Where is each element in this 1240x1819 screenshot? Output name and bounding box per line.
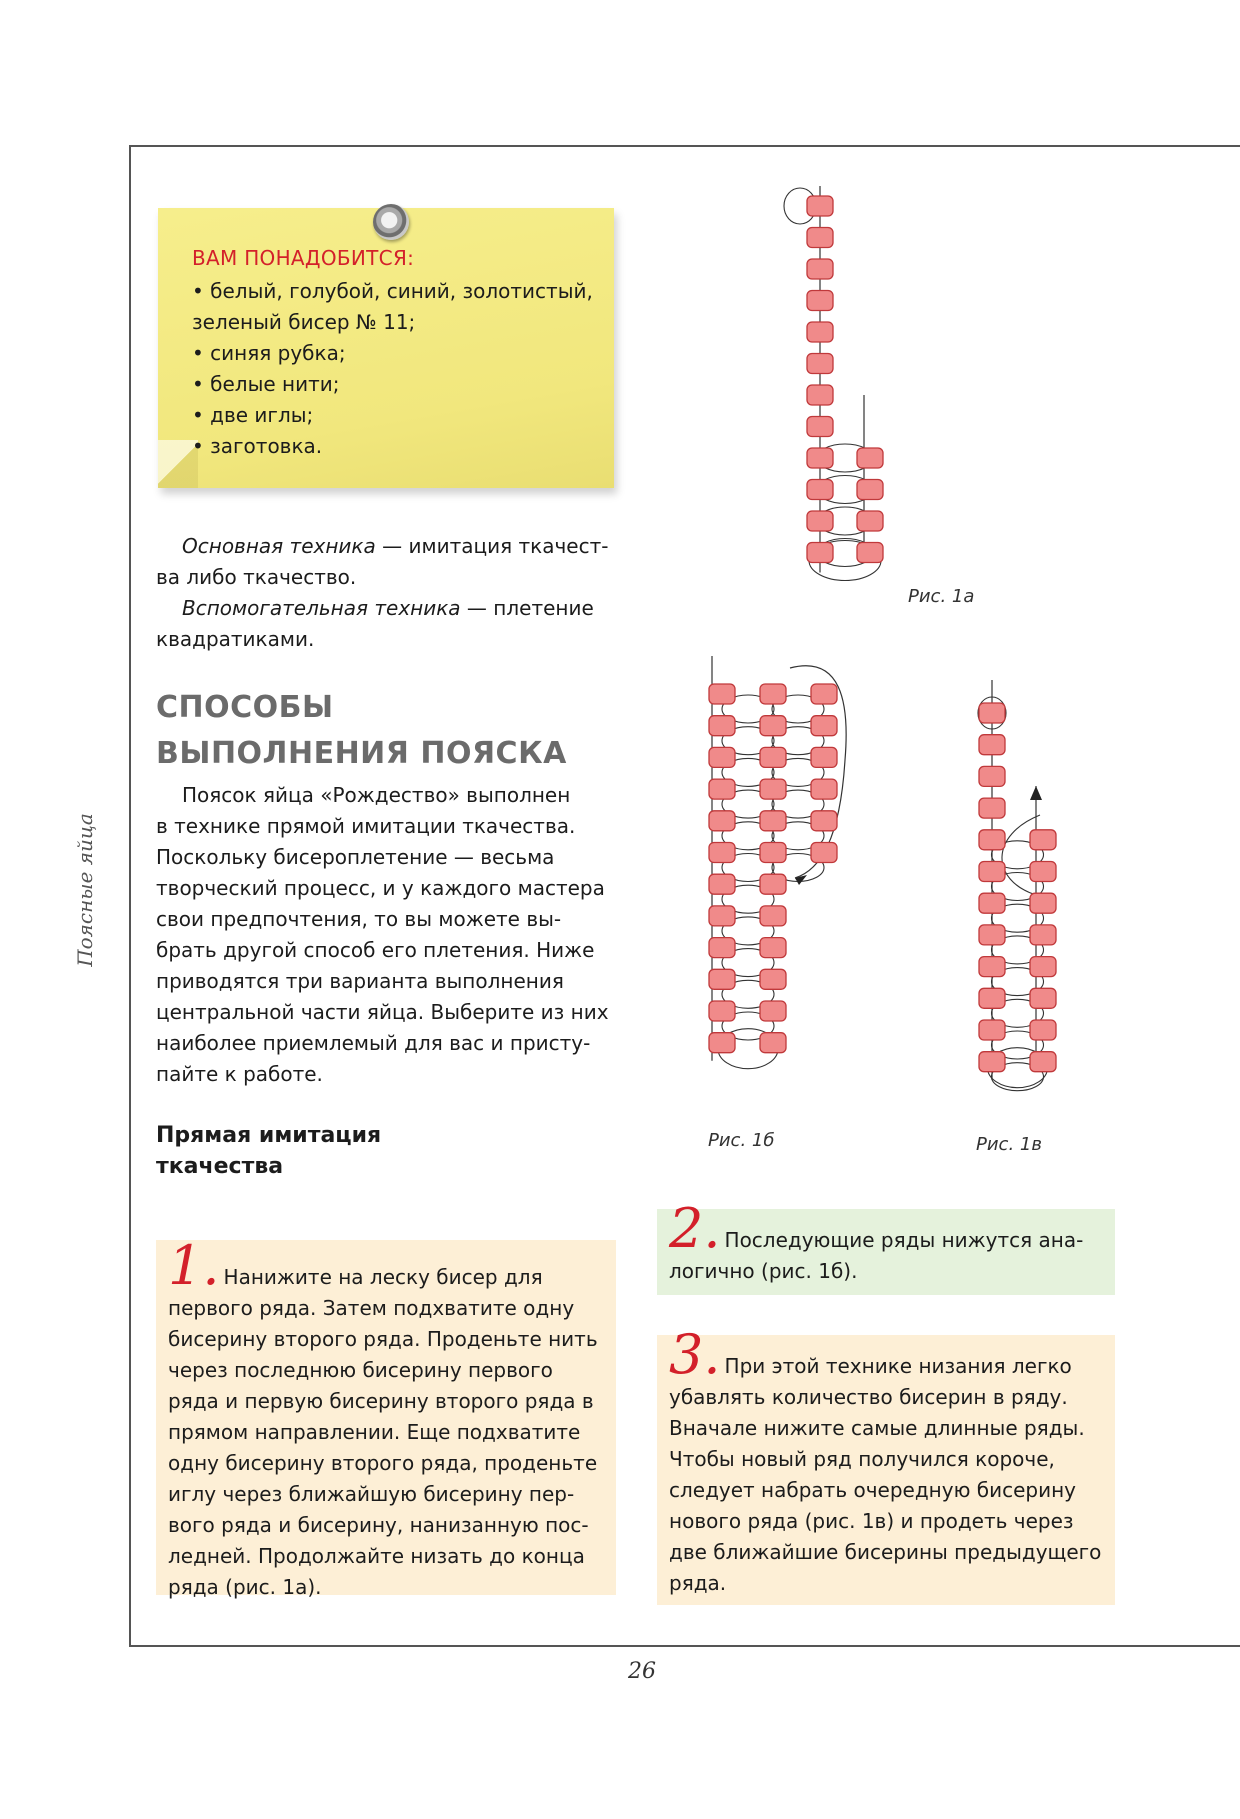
bead — [807, 511, 833, 531]
step-3-number: 3. — [669, 1323, 721, 1386]
bead — [709, 779, 735, 799]
bead — [760, 716, 786, 736]
step-1-number: 1. — [168, 1234, 220, 1297]
arrow-icon — [795, 875, 807, 885]
bead — [760, 843, 786, 863]
list-item: • заготовка. — [192, 434, 323, 458]
bead — [760, 684, 786, 704]
bead — [979, 988, 1005, 1008]
bead — [811, 779, 837, 799]
bead — [760, 747, 786, 767]
step-line: бисерину второго ряда. Проденьте нить — [168, 1327, 598, 1351]
bead — [709, 811, 735, 831]
bead — [807, 259, 833, 279]
bead — [979, 703, 1005, 723]
step-line: одну бисерину второго ряда, проденьте — [168, 1451, 598, 1475]
main-technique-text-2: ва либо ткачество. — [156, 565, 357, 589]
step-line: Нанижите на леску бисер для — [223, 1265, 543, 1289]
bead — [709, 969, 735, 989]
step-2-number: 2. — [669, 1197, 721, 1260]
bead — [709, 874, 735, 894]
figure-1a-caption: Рис. 1а — [908, 586, 975, 607]
intro-line: Поясок яйца «Рождество» выполнен — [182, 783, 571, 807]
bead — [979, 957, 1005, 977]
bead — [857, 448, 883, 468]
bead — [979, 862, 1005, 882]
bead — [760, 1001, 786, 1021]
bead — [1030, 988, 1056, 1008]
bead — [709, 1033, 735, 1053]
bead — [709, 716, 735, 736]
bead — [709, 906, 735, 926]
bead — [811, 684, 837, 704]
main-technique-text: — имитация ткачест- — [375, 534, 609, 558]
list-item: • две иглы; — [192, 403, 314, 427]
intro-line: свои предпочтения, то вы можете вы- — [156, 907, 562, 931]
intro-line: творческий процесс, и у каждого мастера — [156, 876, 605, 900]
bead — [807, 417, 833, 437]
intro-line: центральной части яйца. Выберите из них — [156, 1000, 609, 1024]
step-line: две ближайшие бисерины предыдущего — [669, 1540, 1102, 1564]
bead — [807, 322, 833, 342]
bead — [979, 798, 1005, 818]
bead — [807, 196, 833, 216]
bead — [1030, 1052, 1056, 1072]
bead — [811, 843, 837, 863]
step-line: первого ряда. Затем подхватите одну — [168, 1296, 575, 1320]
step-line: Вначале нижите самые длинные ряды. — [669, 1416, 1085, 1440]
bead — [811, 811, 837, 831]
bead — [1030, 1020, 1056, 1040]
bead — [1030, 925, 1056, 945]
bead — [807, 228, 833, 248]
running-head: Поясные яйца — [73, 813, 97, 967]
thread-path — [1002, 815, 1040, 895]
bead — [760, 906, 786, 926]
step-line: При этой технике низания легко — [724, 1354, 1072, 1378]
step-line: иглу через ближайшую бисерину пер- — [168, 1482, 575, 1506]
bead — [857, 480, 883, 500]
main-technique-label: Основная техника — [182, 534, 376, 558]
list-item: • синяя рубка; — [192, 341, 346, 365]
bead — [709, 684, 735, 704]
list-item: • белый, голубой, синий, золотистый, — [192, 279, 593, 303]
step-line: через последнюю бисерину первого — [168, 1358, 553, 1382]
bead — [709, 1001, 735, 1021]
bead — [709, 938, 735, 958]
step-line: вого ряда и бисерину, нанизанную пос- — [168, 1513, 589, 1537]
list-item: зеленый бисер № 11; — [192, 310, 416, 334]
bead — [807, 385, 833, 405]
bead — [807, 354, 833, 374]
bead — [1030, 893, 1056, 913]
figure-1c-diagram — [978, 680, 1056, 1091]
bead — [1030, 957, 1056, 977]
intro-line: в технике прямой имитации ткачества. — [156, 814, 576, 838]
materials-title: ВАМ ПОНАДОБИТСЯ: — [192, 246, 415, 270]
bead — [979, 925, 1005, 945]
bead — [979, 893, 1005, 913]
aux-technique-label: Вспомогательная техника — [182, 596, 461, 620]
step-line: Последующие ряды нижутся ана- — [724, 1228, 1084, 1252]
step-line: логично (рис. 1б). — [669, 1259, 858, 1283]
step-line: ряда и первую бисерину второго ряда в — [168, 1389, 594, 1413]
list-item: • белые нити; — [192, 372, 340, 396]
bead — [760, 1033, 786, 1053]
bead — [709, 747, 735, 767]
section-title: СПОСОБЫ ВЫПОЛНЕНИЯ ПОЯСКА — [156, 690, 567, 771]
intro-line: приводятся три варианта выполнения — [156, 969, 564, 993]
bead — [807, 291, 833, 311]
intro-line: пайте к работе. — [156, 1062, 323, 1086]
intro-line: наиболее приемлемый для вас и присту- — [156, 1031, 591, 1055]
page-number: 26 — [628, 1659, 656, 1684]
step-line: ряда (рис. 1а). — [168, 1575, 322, 1599]
bead — [979, 735, 1005, 755]
bead — [979, 1052, 1005, 1072]
bead — [807, 480, 833, 500]
intro-line: брать другой способ его плетения. Ниже — [156, 938, 595, 962]
step-line: убавлять количество бисерин в ряду. — [669, 1385, 1068, 1409]
step-line: ряда. — [669, 1571, 727, 1595]
step-line: нового ряда (рис. 1в) и продеть через — [669, 1509, 1074, 1533]
bead — [807, 543, 833, 563]
bead — [760, 811, 786, 831]
intro-line: Поскольку бисероплетение — весьма — [156, 845, 555, 869]
bead — [760, 779, 786, 799]
aux-technique-text: — плетение — [460, 596, 594, 620]
step-line: следует набрать очередную бисерину — [669, 1478, 1077, 1502]
bead — [811, 747, 837, 767]
bead — [760, 874, 786, 894]
bead — [760, 938, 786, 958]
bead — [857, 511, 883, 531]
bead — [979, 830, 1005, 850]
figure-1c-caption: Рис. 1в — [976, 1134, 1042, 1155]
figure-1a-diagram — [784, 186, 883, 581]
aux-technique-text-2: квадратиками. — [156, 627, 315, 651]
step-line: Чтобы новый ряд получился короче, — [669, 1447, 1055, 1471]
bead — [807, 448, 833, 468]
step-line: прямом направлении. Еще подхватите — [168, 1420, 581, 1444]
subsection-title: Прямая имитация ткачества — [156, 1123, 382, 1179]
bead — [1030, 830, 1056, 850]
figure-1b-diagram — [709, 656, 846, 1069]
bead — [1030, 862, 1056, 882]
bead — [811, 716, 837, 736]
bead — [979, 766, 1005, 786]
figure-1b-caption: Рис. 1б — [708, 1130, 775, 1151]
bead — [709, 843, 735, 863]
bead — [979, 1020, 1005, 1040]
bead — [760, 969, 786, 989]
arrow-icon — [1030, 786, 1042, 800]
step-line: ледней. Продолжайте низать до конца — [168, 1544, 585, 1568]
bead — [857, 543, 883, 563]
